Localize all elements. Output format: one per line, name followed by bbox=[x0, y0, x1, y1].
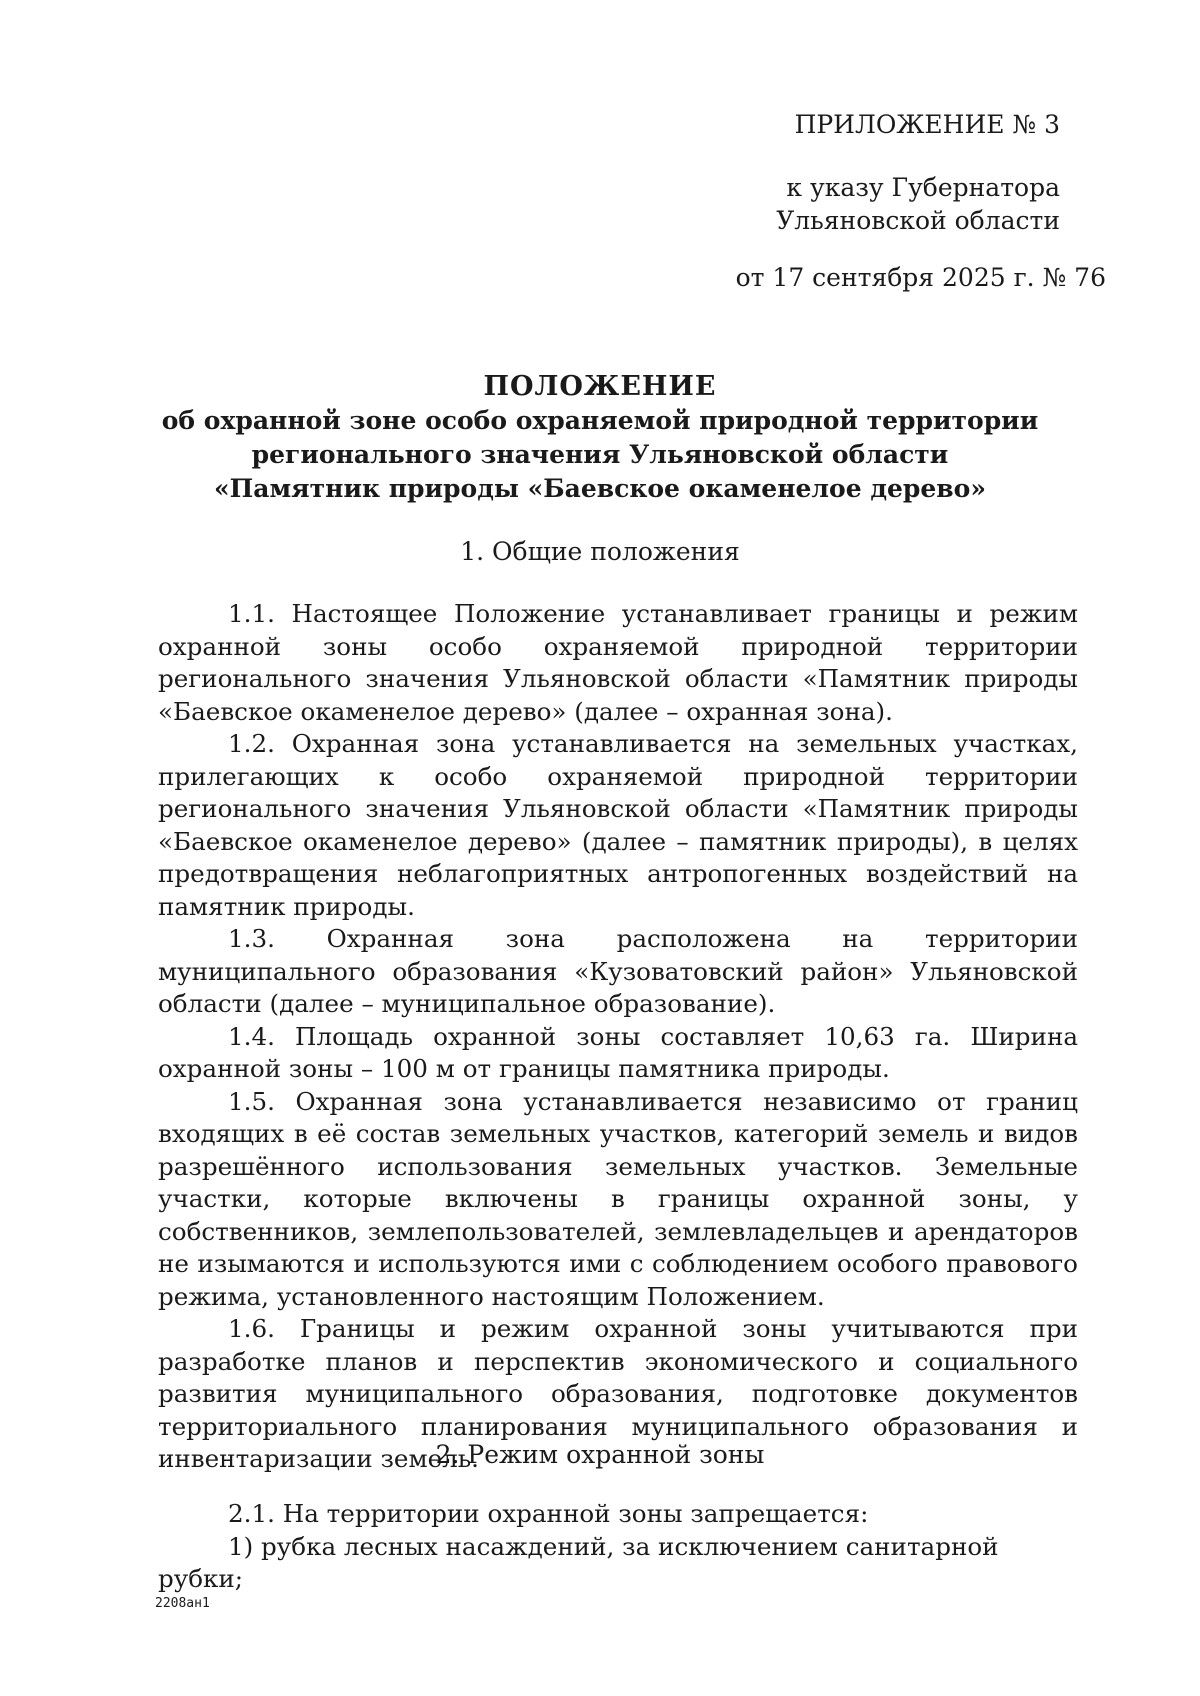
heading-line-2: регионального значения Ульяновской области bbox=[251, 440, 949, 469]
attachment-date: от 17 сентября 2025 г. № 76 bbox=[735, 263, 1106, 292]
paragraph-1-6: 1.6. Границы и режим охранной зоны учитываются при разработке планов и перспектив экономического и социального развития муниципального образования, подготовке документов территориального планирования муниципального образования и инвентаризации земель. bbox=[158, 1314, 1078, 1473]
paragraph-2-1: 2.1. На территории охранной зоны запрещается: bbox=[228, 1499, 869, 1528]
section-1-title: 1. Общие положения bbox=[460, 537, 740, 566]
heading-main: ПОЛОЖЕНИЕ bbox=[483, 371, 717, 402]
section-1-body bbox=[158, 598, 1078, 1476]
section-2-title: 2. Режим охранной зоны bbox=[435, 1440, 765, 1469]
heading-line-1: об охранной зоне особо охраняемой природной территории bbox=[161, 406, 1039, 435]
document-heading bbox=[140, 370, 1060, 506]
document-code: 2208ан1 bbox=[155, 1596, 210, 1611]
paragraph-1-4: 1.4. Площадь охранной зоны составляет 10,63 га. Ширина охранной зоны – 100 м от границы памятника природы. bbox=[158, 1021, 1078, 1083]
paragraph-1-5: 1.5. Охранная зона устанавливается независимо от границ входящих в её состав земельных участков, категорий земель и видов разрешённого использования земельных участков. Земельные участки, которые включены в границы охранной зоны, у собственников, землепользователей, землевладельцев и арендаторов не изымаются и используются ими с соблюдением особого правового режима, установленного настоящим Положением. bbox=[158, 1086, 1078, 1311]
attachment-block bbox=[735, 108, 1106, 294]
paragraph-1-2: 1.2. Охранная зона устанавливается на земельных участках, прилегающих к особо охраняемой природной территории регионального значения Ульяновской области «Памятник природы «Баевское окаменелое дерево» (далее – памятник природы), в целях предотвращения неблагоприятных антропогенных воздействий на памятник природы. bbox=[158, 729, 1078, 921]
list-item-2-1-1: 1) рубка лесных насаждений, за исключением санитарной рубки; bbox=[158, 1531, 999, 1593]
paragraph-1-3: 1.3. Охранная зона расположена на территории муниципального образования «Кузоватовский район» Ульяновской области (далее – муниципальное образование). bbox=[158, 924, 1078, 1018]
heading-line-3: «Памятник природы «Баевское окаменелое дерево» bbox=[214, 474, 986, 503]
section-2-body bbox=[158, 1498, 1078, 1596]
attachment-line-2: Ульяновской области bbox=[776, 206, 1060, 235]
paragraph-1-1: 1.1. Настоящее Положение устанавливает границы и режим охранной зоны особо охраняемой природной территории регионального значения Ульяновской области «Памятник природы «Баевское окаменелое дерево» (далее – охранная зона). bbox=[158, 599, 1078, 726]
attachment-line-1: к указу Губернатора bbox=[786, 173, 1060, 202]
attachment-title: ПРИЛОЖЕНИЕ № 3 bbox=[794, 110, 1060, 139]
